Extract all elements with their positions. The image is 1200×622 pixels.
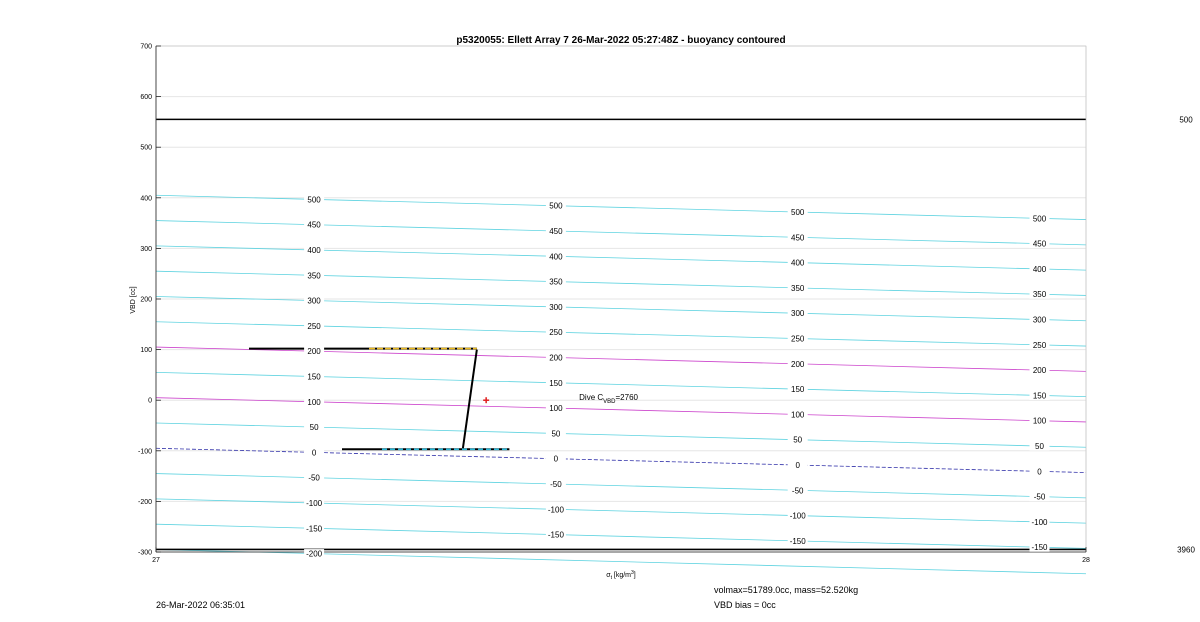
contour-label: 100 — [549, 404, 563, 414]
contour-line — [156, 195, 1086, 219]
dive-track — [249, 349, 509, 450]
transition-track — [463, 350, 477, 449]
contour-label: 0 — [1037, 467, 1042, 477]
contour-label: 450 — [1032, 239, 1047, 249]
contour-label: 400 — [549, 252, 563, 262]
y-tick-label: 0 — [148, 397, 152, 405]
y-tick-label: 300 — [140, 245, 152, 253]
contour-label: -100 — [789, 511, 806, 521]
contour-label: 50 — [551, 429, 561, 439]
contour-label: 0 — [311, 448, 317, 458]
contour-label: 50 — [793, 435, 803, 445]
contour-label: 450 — [791, 233, 805, 243]
contour-label: 200 — [1032, 366, 1047, 376]
contour-label: 200 — [791, 359, 805, 369]
contour-label: 100 — [791, 410, 805, 420]
y-tick-label: -300 — [137, 549, 152, 557]
contour-line — [156, 347, 1086, 371]
contour-label: 100 — [1032, 416, 1047, 426]
contour-label: -100 — [306, 498, 323, 508]
x-tick-label: 27 — [152, 557, 160, 564]
contour-line — [156, 499, 1086, 523]
vbd-bias-text: VBD bias = 0cc — [714, 600, 776, 610]
x-axis-label-superscript: 3 — [631, 570, 634, 576]
contour-label: 300 — [549, 302, 563, 312]
contour-label: -50 — [791, 486, 804, 496]
contour-line — [156, 474, 1086, 498]
y-tick-label: 100 — [140, 347, 152, 355]
y-tick-label: 500 — [140, 144, 152, 152]
contour-line — [156, 448, 1086, 472]
contour-label: 500 — [307, 195, 321, 205]
contour-label: 150 — [791, 385, 805, 395]
contour-label: 50 — [1035, 442, 1044, 452]
contour-line — [156, 221, 1086, 245]
contour-label: 250 — [549, 328, 563, 338]
contour-label: 450 — [307, 220, 321, 230]
annotation-subscript: VBD — [603, 399, 616, 406]
reference-label-upper: 500 — [1179, 115, 1193, 125]
y-tick-label: -200 — [137, 498, 152, 506]
annotation-value: =2760 — [615, 393, 638, 403]
x-axis-label-end: ] — [633, 572, 636, 579]
reference-label-lower: 3960 — [1177, 545, 1195, 555]
contour-label: 300 — [1032, 315, 1047, 325]
contour-label: -100 — [547, 505, 564, 515]
contour-labels — [304, 195, 1049, 559]
contour-label: 200 — [549, 353, 563, 363]
contour-label: -150 — [306, 524, 323, 534]
volmax-text: volmax=51789.0cc, mass=52.520kg — [714, 585, 859, 595]
x-axis-label — [606, 570, 636, 581]
y-tick-label: -100 — [137, 448, 152, 456]
contour-label: -150 — [1031, 543, 1048, 553]
dive-cvbd-annotation — [579, 393, 638, 405]
contour-label: 250 — [307, 321, 321, 331]
contour-label: 250 — [791, 334, 805, 344]
contour-label: 200 — [307, 347, 321, 357]
x-axis-label-unit: [kg/m — [611, 572, 632, 579]
contour-lines — [156, 195, 1086, 573]
x-tick-label: 28 — [1082, 557, 1090, 564]
contour-label: 250 — [1032, 340, 1047, 350]
contour-label: 150 — [307, 372, 321, 382]
contour-label: 400 — [791, 258, 805, 268]
contour-label: -100 — [1031, 517, 1048, 527]
x-axis-label-symbol: σ — [606, 572, 611, 579]
contour-label: 500 — [549, 201, 563, 211]
contour-line — [156, 423, 1086, 447]
contour-label: -50 — [550, 480, 562, 490]
y-tick-label: 200 — [140, 296, 152, 304]
annotation-text: Dive C — [579, 393, 604, 403]
contour-label: 350 — [791, 283, 805, 293]
contour-label: 350 — [1032, 290, 1047, 300]
contour-label: -150 — [547, 530, 564, 540]
timestamp-text: 26-Mar-2022 06:35:01 — [156, 600, 246, 610]
contour-label: 400 — [307, 245, 321, 255]
contour-label: 150 — [1032, 391, 1047, 401]
y-tick-label: 400 — [140, 195, 152, 203]
contour-label: 300 — [307, 296, 321, 306]
contour-line — [156, 322, 1086, 346]
y-axis-label: VBD [cc] — [130, 286, 137, 314]
contour-line — [156, 296, 1086, 320]
grid — [156, 46, 1086, 552]
x-axis-label-subscript: t — [610, 575, 612, 581]
contour-line — [156, 524, 1086, 548]
contour-label: 300 — [791, 309, 805, 319]
contour-label: 500 — [1032, 214, 1047, 224]
contour-line — [156, 549, 1086, 573]
reference-lines — [156, 115, 1195, 554]
contour-label: -50 — [1033, 492, 1046, 502]
y-tick-label: 700 — [140, 43, 152, 51]
contour-label: -150 — [789, 536, 806, 546]
contour-label: 350 — [549, 277, 563, 287]
chart-title: p5320055: Ellett Array 7 26-Mar-2022 05:27:48Z - buoyancy contoured — [456, 35, 786, 46]
contour-line — [156, 246, 1086, 270]
contour-label: 500 — [791, 208, 805, 218]
contour-label: 100 — [307, 397, 321, 407]
contour-label: 0 — [795, 461, 800, 471]
contour-label: 400 — [1032, 264, 1047, 274]
contour-label: 350 — [307, 271, 321, 281]
contour-label: -50 — [308, 473, 320, 483]
y-tick-label: 600 — [140, 94, 152, 102]
contour-label: 0 — [553, 454, 559, 464]
contour-label: 450 — [549, 227, 563, 237]
contour-label: -200 — [306, 549, 323, 559]
contour-label: 50 — [309, 423, 319, 433]
contour-line — [156, 271, 1086, 295]
contour-label: 150 — [549, 378, 563, 388]
